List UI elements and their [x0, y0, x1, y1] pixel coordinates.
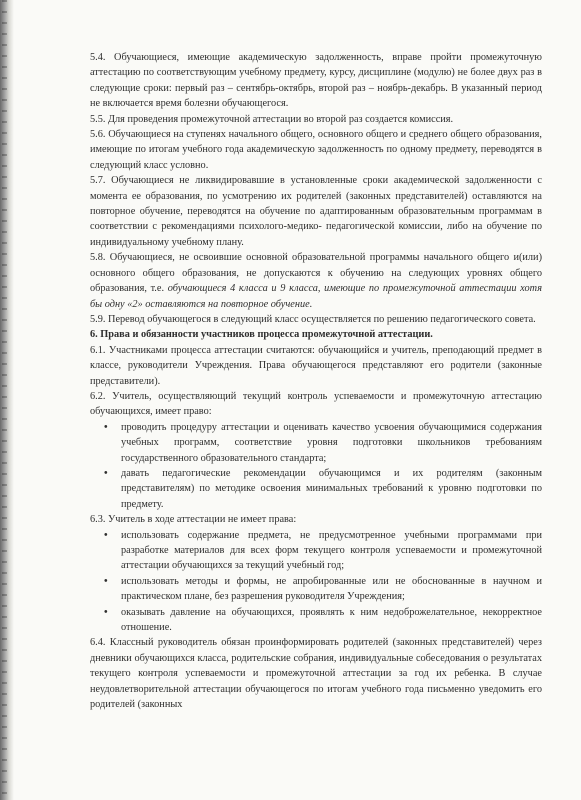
paragraph-5-8-emphasis: обучающиеся 4 класса и 9 класса, имеющие по промежуточной аттестации хотя бы одну «2» оставляются на повторное обучение. [90, 283, 542, 310]
scan-left-edge [0, 0, 14, 800]
list-6-2 [90, 420, 542, 512]
paragraph-6-2: 6.2. Учитель, осуществляющий текущий контроль успеваемости и промежуточную аттестацию обучающихся, имеет право: [90, 390, 542, 418]
list-item: • оказывать давление на обучающихся, проявлять к ним недоброжелательное, некорректное отношение. [121, 605, 542, 636]
paragraph-5-8-text: 5.8. Обучающиеся, не освоившие основной образовательной программы начального общего и(или) основного общего образования, не допускаются к обучению на следующих уровнях общего образования, т.е. [90, 252, 542, 295]
document-page [90, 50, 542, 712]
list-6-3 [90, 528, 542, 636]
paragraph-5-5: 5.5. Для проведения промежуточной аттестации во второй раз создается комиссия. [90, 113, 454, 125]
paragraph-5-6: 5.6. Обучающиеся на ступенях начального общего, основного общего и среднего общего образования, имеющие по итогам учебного года академическую задолженность по одному предмету, переводятся в следующий класс условно. [90, 129, 542, 171]
section-6-heading: 6. Права и обязанности участников процесса промежуточной аттестации. [90, 329, 433, 341]
paragraph-5-4: 5.4. Обучающиеся, имеющие академическую задолженность, вправе пройти промежуточную аттестацию по соответствующим учебному предмету, курсу, дисциплине (модулю) не более двух раз в следующие сроки: первый раз – сентябрь-октябрь, второй раз – ноябрь-декабрь. В указанный период не включается время болезни обучающегося. [90, 52, 542, 110]
list-item: • проводить процедуру аттестации и оценивать качество усвоения обучающимися содержания учебных программ, соответствие уровня подготовки школьников требованиям государственного образовательного стандарта; [121, 420, 542, 466]
list-item: • использовать методы и формы, не апробированные или не обоснованные в научном и практическом плане, без разрешения руководителя Учреждения; [121, 574, 542, 605]
paragraph-5-8 [90, 250, 542, 312]
paragraph-6-3: 6.3. Учитель в ходе аттестации не имеет права: [90, 514, 297, 526]
paragraph-5-9: 5.9. Перевод обучающегося в следующий класс осуществляется по решению педагогического совета. [90, 313, 536, 325]
list-item: • использовать содержание предмета, не предусмотренное учебными программами при разработке материалов для всех форм текущего контроля успеваемости и промежуточной аттестации обучающихся за текущий учебный год; [121, 528, 542, 574]
paragraph-6-4: 6.4. Классный руководитель обязан проинформировать родителей (законных представителей) через дневники обучающихся класса, родительские собрания, индивидуальные собеседования о результатах текущего контроля успеваемости и промежуточной аттестации за год их ребенка. В случае неудовлетворительной аттестации обучающегося по итогам учебного года письменно уведомить его родителей (законных [90, 637, 542, 711]
paragraph-5-7: 5.7. Обучающиеся не ликвидировавшие в установленные сроки академической задолженности с момента ее образования, по усмотрению их родителей (законных представителей) оставляются на повторное обучение, переводятся на обучение по адаптированным образовательным программам в соответствии с рекомендациями психолого-медико- педагогической комиссии, либо на обучение по индивидуальному учебному плану. [90, 175, 542, 248]
list-item: • давать педагогические рекомендации обучающимся и их родителям (законным представителям) по методике освоения минимальных требований к уровню подготовки по предмету. [121, 466, 542, 512]
paragraph-6-1: 6.1. Участниками процесса аттестации считаются: обучающийся и учитель, преподающий предмет в классе, руководители Учреждения. Права обучающегося представляют его родители (законные представители). [90, 344, 542, 387]
